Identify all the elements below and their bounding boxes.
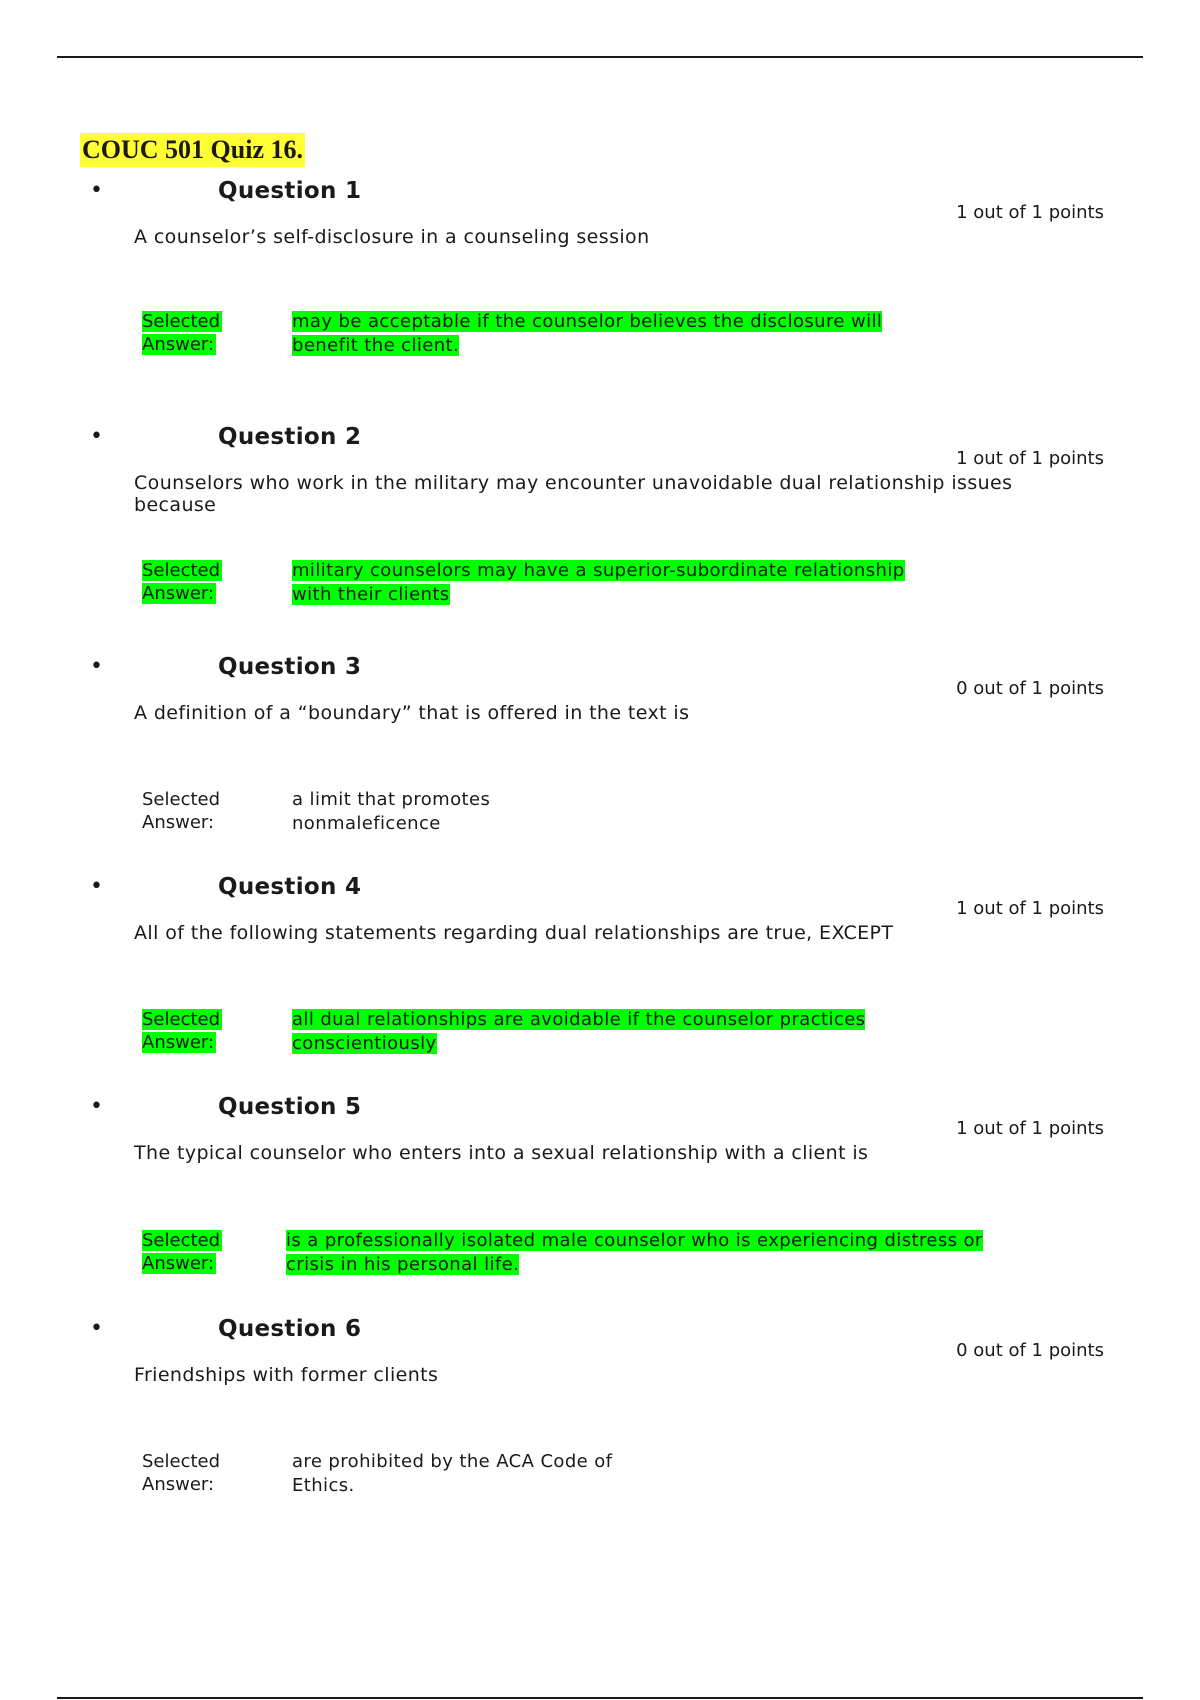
bullet-icon: •: [90, 424, 103, 449]
answer-label-line: Selected: [142, 1230, 221, 1251]
question-prompt: [134, 472, 1034, 516]
answer-line: is a professionally isolated male counselor who is experiencing distress or: [286, 1230, 983, 1251]
selected-answer-text: [292, 310, 882, 358]
bullet-icon: •: [90, 178, 103, 203]
question-prompt: A counselor’s self-disclosure in a counseling session: [134, 226, 650, 248]
selected-answer-text: [292, 1008, 865, 1056]
answer-line: Ethics.: [292, 1475, 355, 1496]
question-heading: Question 6: [218, 1316, 362, 1342]
answer-label-line: Answer:: [142, 334, 215, 355]
selected-answer-row: [142, 559, 1042, 619]
question-block-4: [0, 872, 1200, 1102]
question-prompt-line: because: [134, 494, 217, 516]
bullet-icon: •: [90, 654, 103, 679]
question-prompt: All of the following statements regarding dual relationships are true, EXCEPT: [134, 922, 894, 944]
answer-label-line: Answer:: [142, 1474, 215, 1495]
answer-label-line: Selected: [142, 1009, 221, 1030]
question-prompt: A definition of a “boundary” that is offered in the text is: [134, 702, 690, 724]
question-prompt: The typical counselor who enters into a sexual relationship with a client is: [134, 1142, 869, 1164]
page-title: COUC 501 Quiz 16.: [80, 133, 305, 167]
answer-line: crisis in his personal life.: [286, 1254, 520, 1275]
answer-label-line: Selected: [142, 1451, 221, 1472]
question-heading: Question 4: [218, 874, 362, 900]
question-heading: Question 1: [218, 178, 362, 204]
selected-answer-label: [142, 1008, 232, 1054]
question-points: 1 out of 1 points: [956, 448, 1104, 469]
answer-label-line: Selected: [142, 560, 221, 581]
answer-label-line: Answer:: [142, 812, 215, 833]
bottom-rule: [57, 1697, 1143, 1699]
selected-answer-label: [142, 1229, 232, 1275]
selected-answer-text: [292, 788, 490, 836]
question-points: 1 out of 1 points: [956, 1118, 1104, 1139]
answer-label-line: Answer:: [142, 1032, 215, 1053]
answer-label-line: Answer:: [142, 583, 215, 604]
answer-line: all dual relationships are avoidable if the counselor practices: [292, 1009, 866, 1030]
answer-line: a limit that promotes: [292, 789, 491, 810]
question-heading: Question 3: [218, 654, 362, 680]
selected-answer-text: [292, 1450, 612, 1498]
question-points: 0 out of 1 points: [956, 678, 1104, 699]
selected-answer-text: [286, 1229, 983, 1277]
answer-line: nonmaleficence: [292, 813, 441, 834]
answer-line: conscientiously: [292, 1033, 437, 1054]
answer-label-line: Selected: [142, 789, 221, 810]
selected-answer-row: [142, 1229, 1102, 1289]
question-points: 1 out of 1 points: [956, 202, 1104, 223]
bullet-icon: •: [90, 874, 103, 899]
answer-label-line: Answer:: [142, 1253, 215, 1274]
selected-answer-row: [142, 1450, 1042, 1510]
question-prompt: Friendships with former clients: [134, 1364, 439, 1386]
answer-line: benefit the client.: [292, 335, 460, 356]
answer-line: may be acceptable if the counselor believes the disclosure will: [292, 311, 883, 332]
bullet-icon: •: [90, 1316, 103, 1341]
answer-line: military counselors may have a superior-subordinate relationship: [292, 560, 905, 581]
question-block-5: [0, 1092, 1200, 1322]
question-block-6: [0, 1314, 1200, 1544]
selected-answer-row: [142, 1008, 1042, 1068]
selected-answer-label: [142, 310, 232, 356]
selected-answer-row: [142, 788, 1042, 848]
selected-answer-label: [142, 788, 232, 834]
selected-answer-text: [292, 559, 905, 607]
bullet-icon: •: [90, 1094, 103, 1119]
answer-label-line: Selected: [142, 311, 221, 332]
question-block-3: [0, 652, 1200, 882]
question-heading: Question 2: [218, 424, 362, 450]
answer-line: with their clients: [292, 584, 450, 605]
question-points: 1 out of 1 points: [956, 898, 1104, 919]
answer-line: are prohibited by the ACA Code of: [292, 1451, 613, 1472]
selected-answer-row: [142, 310, 1042, 370]
top-rule: [57, 56, 1143, 58]
question-block-2: [0, 422, 1200, 652]
question-points: 0 out of 1 points: [956, 1340, 1104, 1361]
question-block-1: [0, 176, 1200, 406]
selected-answer-label: [142, 1450, 232, 1496]
question-heading: Question 5: [218, 1094, 362, 1120]
selected-answer-label: [142, 559, 232, 605]
question-prompt-line: Counselors who work in the military may encounter unavoidable dual relationship issues: [134, 472, 1013, 494]
